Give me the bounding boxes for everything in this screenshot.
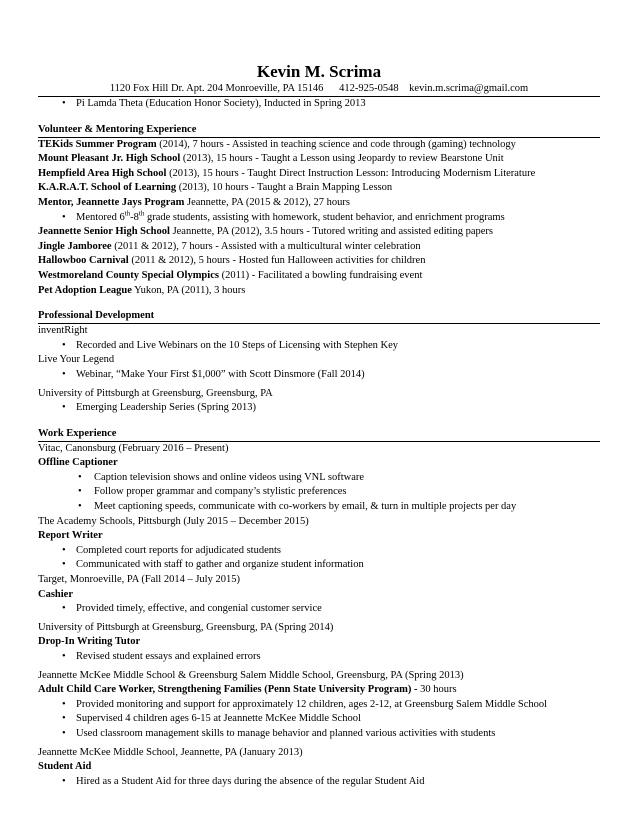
- job-duty: • Communicated with staff to gather and organize student information: [38, 558, 600, 573]
- job-duty: • Caption television shows and online videos using VNL software: [38, 471, 600, 486]
- pd-item: • Emerging Leadership Series (Spring 2013): [38, 401, 600, 416]
- bullet-icon: •: [62, 727, 66, 739]
- job-duty: • Supervised 4 children ages 6-15 at Jeannette McKee Middle School: [38, 712, 600, 727]
- job-title: Student Aid: [38, 761, 92, 773]
- bullet-icon: •: [62, 559, 66, 571]
- pd-org: University of Pittsburgh at Greensburg, Greensburg, PA: [38, 387, 273, 399]
- bullet-icon: •: [78, 471, 82, 483]
- job-duty: • Used classroom management skills to manage behavior and planned various activities with students: [38, 727, 600, 742]
- honor-text: Pi Lamda Theta (Education Honor Society), Inducted in Spring 2013: [76, 98, 366, 109]
- bullet-icon: •: [62, 368, 66, 380]
- pd-org: inventRight: [38, 325, 88, 337]
- resume-name: Kevin M. Scrima: [256, 62, 382, 81]
- job-duty: • Provided timely, effective, and congenial customer service: [38, 602, 600, 617]
- bullet-icon: •: [62, 651, 66, 662]
- job-duty: • Provided monitoring and support for approximately 12 children, ages 2-12, at Greensburg Salem Middle School: [38, 698, 600, 713]
- job-duty: • Meet captioning speeds, communicate with co-workers by email, & turn in multiple projects per day: [38, 500, 600, 515]
- volunteer-item: Pet Adoption League Yukon, PA (2011), 3 hours: [38, 284, 246, 296]
- job-org: University of Pittsburgh at Greensburg, Greensburg, PA (Spring 2014): [38, 621, 334, 633]
- pd-item: • Recorded and Live Webinars on the 10 Steps of Licensing with Stephen Key: [38, 339, 600, 354]
- job-title: Cashier: [38, 588, 73, 600]
- job-org: Vitac, Canonsburg (February 2016 – Present): [38, 442, 229, 454]
- honor-item: [38, 97, 600, 112]
- bullet-icon: •: [62, 713, 66, 725]
- job-org: The Academy Schools, Pittsburgh (July 2015 – December 2015): [38, 515, 309, 527]
- bullet-icon: •: [62, 98, 66, 109]
- volunteer-item: Hallowboo Carnival (2011 & 2012), 5 hours - Hosted fun Halloween activities for children: [38, 255, 426, 267]
- bullet-icon: •: [62, 402, 66, 414]
- volunteer-item: Mentor, Jeannette Jays Program Jeannette, PA (2015 & 2012), 27 hours: [38, 196, 350, 208]
- job-duty: • Follow proper grammar and company’s stylistic preferences: [38, 485, 600, 500]
- bullet-icon: •: [62, 603, 66, 615]
- mentored-item: • Mentored 6th-8th grade students, assisting with homework, student behavior, and enrichment programs: [38, 211, 600, 226]
- volunteer-item: Jingle Jamboree (2011 & 2012), 7 hours - Assisted with a multicultural winter celebration: [38, 240, 421, 252]
- volunteer-item: Jeannette Senior High School Jeannette, PA (2012), 3.5 hours - Tutored writing and assisted editing papers: [38, 226, 493, 238]
- job-title: Adult Child Care Worker, Strengthening Families (Penn State University Program) - 30 hours: [38, 684, 457, 696]
- job-title: Report Writer: [38, 530, 103, 542]
- job-org: Jeannette McKee Middle School & Greensburg Salem Middle School, Greensburg, PA (Spring 2013): [38, 669, 464, 681]
- job-duty: • Completed court reports for adjudicated students: [38, 544, 600, 559]
- bullet-icon: •: [62, 698, 66, 710]
- bullet-icon: •: [62, 339, 66, 351]
- volunteer-item: Hempfield Area High School (2013), 15 hours - Taught Direct Instruction Lesson: Introducing Modernism Literature: [38, 167, 536, 179]
- job-org: Jeannette McKee Middle School, Jeannette, PA (January 2013): [38, 746, 303, 758]
- pd-org: Live Your Legend: [38, 354, 115, 366]
- volunteer-heading: Volunteer & Mentoring Experience: [38, 123, 600, 138]
- bullet-icon: •: [78, 486, 82, 498]
- resume-content: [38, 97, 600, 789]
- professional-heading: Professional Development: [38, 309, 600, 324]
- job-duty: • Revised student essays and explained errors: [38, 650, 600, 665]
- bullet-icon: •: [62, 775, 66, 787]
- job-title: Offline Captioner: [38, 457, 118, 469]
- bullet-icon: •: [62, 211, 66, 223]
- job-title: Drop-In Writing Tutor: [38, 636, 141, 648]
- job-org: Target, Monroeville, PA (Fall 2014 – July 2015): [38, 574, 240, 586]
- volunteer-item: Mount Pleasant Jr. High School (2013), 15 hours - Taught a Lesson using Jeopardy to review Bearstone Unit: [38, 153, 504, 165]
- bullet-icon: •: [62, 544, 66, 556]
- work-heading: Work Experience: [38, 427, 600, 442]
- volunteer-item: TEKids Summer Program (2014), 7 hours - Assisted in teaching science and code through (gaming) technology: [38, 138, 516, 150]
- volunteer-item: Westmoreland County Special Olympics (2011) - Facilitated a bowling fundraising event: [38, 269, 423, 281]
- contact-line: 1120 Fox Hill Dr. Apt. 204 Monroeville, PA 15146 412-925-0548 kevin.m.scrima@gmail.com: [109, 83, 529, 94]
- pd-item: • Webinar, “Make Your First $1,000” with Scott Dinsmore (Fall 2014): [38, 368, 600, 383]
- bullet-icon: •: [78, 501, 82, 513]
- job-duty: • Hired as a Student Aid for three days during the absence of the regular Student Aid: [38, 775, 600, 790]
- volunteer-item: K.A.R.A.T. School of Learning (2013), 10 hours - Taught a Brain Mapping Lesson: [38, 182, 393, 194]
